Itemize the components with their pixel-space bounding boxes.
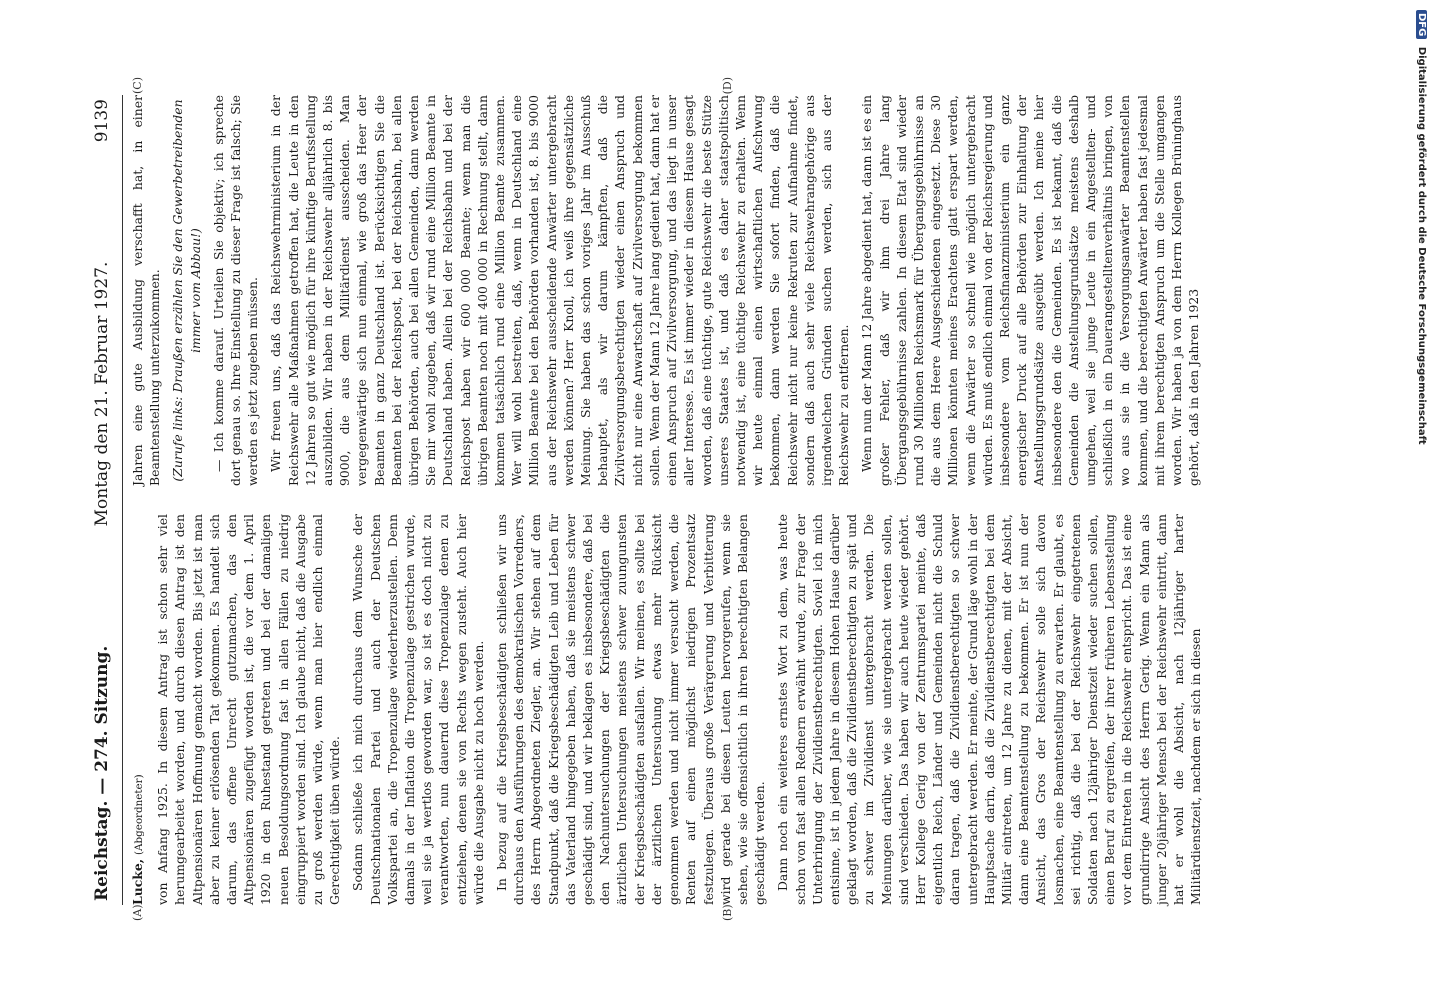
- margin-mark-b: (B): [721, 904, 734, 921]
- speaker-name: Lucke,: [130, 858, 145, 905]
- paragraph: — Ich komme darauf. Urteilen Sie objektiv; ich spreche dort genau so. Ihre Einstellung zu dieser Frage ist falsch; Sie werden es jetzt zugeben müssen.: [210, 95, 261, 486]
- speaker-line: [129, 514, 148, 905]
- paragraph: In bezug auf die Kriegsbeschädigten schließen wir uns durchaus den Ausführungen des demokratischen Vorredners, des Herrn Abgeordneten Ziegler, an. Wir stehen auf dem Standpunkt, daß die Kriegsbeschädigten Leib und Leben für das Vaterland hingegeben haben, daß sie meistens schwer geschädigt sind, und wir beklagen es insbesondere, daß bei den Nachuntersuchungen der Kriegsbeschädigten die ärztlichen Untersuchungen meistens schwer zuungunsten der Kriegsbeschädigten ausfallen. Wir meinen, es sollte bei der ärztlichen Untersuchung etwas mehr Rücksicht genommen werden und nicht immer versucht werden, die Renten auf einen möglichst niedrigen Prozentsatz festzulegen. Überaus große Verärgerung und Verbitterung wird gerade bei diesen Leuten hervorgerufen, wenn sie sehen, wie sie offensichtlich in ihren berechtigten Belangen geschädigt werden.: [494, 514, 768, 905]
- paragraph: von Anfang 1925. In diesem Antrag ist schon sehr viel herumgearbeitet worden, und durch diesen Antrag ist den Altpensionären Hoffnung gemacht worden. Bis jetzt ist man aber zu keiner erlösenden Tat gekommen. Es handelt sich darum, das offene Unrecht gutzumachen, das den Altpensionären zugefügt worden ist, die vor dem 1. April 1920 in den Ruhestand getreten und bei der damaligen neuen Besoldungsordnung fast in allen Fällen zu niedrig eingruppiert worden sind. Ich glaube nicht, daß die Ausgabe zu groß werden würde, wenn man hier endlich einmal Gerechtigkeit üben würde.: [155, 514, 343, 905]
- text-columns: [129, 77, 1309, 921]
- paragraph: Wir freuen uns, daß das Reichswehrministerium in der Reichswehr alle Maßnahmen getroffen hat, die Leute in den 12 Jahren so gut wie möglich für ihre künftige Berufsstellung auszubilden. Wir haben in der Reichswehr alljährlich 8. bis 9000, die aus dem Militärdienst ausscheiden. Man vergegenwärtige sich nun einmal, wie groß das Heer der Beamten in ganz Deutschland ist. Berücksichtigen Sie die Beamten bei der Reichspost, bei der Reichsbahn, bei allen übrigen Behörden, auch bei allen Gemeinden, dann werden Sie mir wohl zugeben, daß wir rund eine Million Beamte in Deutschland haben. Allein bei der Reichsbahn und bei der Reichspost haben wir 600 000 Beamte; wenn man die übrigen Beamten noch mit 400 000 in Rechnung stellt, dann kommen tatsächlich rund eine Million Beamte zusammen. Wer will wohl bestreiten, daß, wenn in Deutschland eine Million Beamte bei den Behörden vorhanden ist, 8. bis 9000 aus der Reichswehr ausscheidende Anwärter untergebracht werden können? Herr Knoll, ich weiß ihre gegensätzliche Meinung. Sie haben das schon voriges Jahr im Ausschuß behauptet, als wir darum kämpften, daß die Zivilversorgungsberechtigten wieder einen Anspruch und nicht nur eine Anwartschaft auf Zivilversorgung bekommen sollen. Wenn der Mann 12 Jahre lang gedient hat, dann hat er einen Anspruch auf Zivilversorgung, und das liegt in unser aller Interesse. Es ist immer wieder in diesem Hause gesagt worden, daß eine tüchtige, gute Reichswehr die beste Stütze unseres Staates ist, und daß es daher staatspolitisch notwendig ist, eine tüchtige Reichswehr zu erhalten. Wenn wir heute einmal einen wirtschaftlichen Aufschwung bekommen, dann werden Sie sofort finden, daß die Reichswehr nicht nur keine Rekruten zur Aufnahme findet, sondern daß auch sehr viele Reichswehrangehörige aus irgendwelchen Gründen suchen werden, sich aus der Reichswehr zu entfernen.: [268, 95, 852, 486]
- page-number: 9139: [92, 99, 112, 143]
- interjection: (Zurufe links: Draußen erzählen Sie den Gewerbetreibenden immer vom Abbau!): [170, 99, 203, 482]
- dfg-logo: DFG: [1416, 10, 1427, 39]
- digitization-text: Digitalisierung gefördert durch die Deutsche Forschungsgemeinschaft: [1416, 46, 1427, 445]
- paragraph: Wenn nun der Mann 12 Jahre abgedient hat, dann ist es ein großer Fehler, daß wir ihm drei Jahre lang Übergangsgebührnisse zahlen. In diesem Etat sind wieder rund 30 Millionen Reichsmark für Übergangsgebührnisse an die aus dem Heere Ausgeschiedenen eingesetzt. Diese 30 Millionen könnten meines Erachtens glatt erspart werden, wenn die Anwärter so schnell wie möglich untergebracht würden. Es muß endlich einmal von der Reichsregierung und insbesondere vom Reichsfinanzministerium ein ganz energischer Druck auf alle Behörden zur Einhaltung der Anstellungsgrundsätze ausgeübt werden. Ich meine hier insbesondere den die Gemeinden. Es ist bekannt, daß die Gemeinden die Anstellungsgrundsätze meistens deshalb umgehen, weil sie junge Leute in ein Angestellten- und schließlich in ein Dauerangestelltenverhältnis bringen, von wo aus sie in die Versorgungsanwärter Beamtenstellen kommen, und die berechtigten Anwärter haben fast jedesmal mit ihrem berechtigten Anspruch um die Stelle umgangen worden. Wir haben ja von dem Herrn Kollegen Brüninghaus gehört, daß in den Jahren 1923: [859, 95, 1202, 486]
- rotated-document-page: [92, 77, 1317, 921]
- margin-mark-d: (D): [721, 77, 734, 95]
- margin-mark-c: (C): [131, 77, 144, 94]
- left-column: [129, 514, 1309, 921]
- paragraph: Dann noch ein weiteres ernstes Wort zu dem, was heute schon von fast allen Rednern erwähnt wurde, zur Frage der Unterbringung der Zivildienstberechtigten. Soviel ich mich entsinne, ist in jedem Jahre in diesem Hohen Hause darüber geklagt worden, daß die Zivildienstberechtigten zu spät und zu schwer im Zivildienst untergebracht werden. Die Meinungen darüber, wie sie untergebracht werden sollen, sind verschieden. Das haben wir auch heute wieder gehört. Herr Kollege Gerig von der Zentrumspartei meinte, daß eigentlich Reich, Länder und Gemeinden nicht die Schuld daran tragen, daß die Zivildienstberechtigten so schwer untergebracht werden. Er meinte, der Grund läge wohl in der Hauptsache darin, daß die Zivildienstberechtigten bei dem Militär eintreten, um 12 Jahre zu dienen, mit der Absicht, dann eine Beamtenstellung zu bekommen. Er ist nun der Ansicht, das Gros der Reichswehr solle sich davon losmachen, eine Beamtenstellung zu erwarten. Er glaubt, es sei richtig, daß die bei der Reichswehr eingetretenen Soldaten nach 12jähriger Dienstzeit wieder suchen sollen, einen Beruf zu ergreifen, der ihrer früheren Lebensstellung vor dem Eintreten in die Reichswehr entspricht. Das ist eine grundirrige Ansicht des Herrn Gerig. Wenn ein Mann als junger 20jähriger Mensch bei der Reichswehr eintritt, dann hat er wohl die Absicht, nach 12jähriger harter Militärdienstzeit, nachdem er sich in diesen: [775, 514, 1204, 905]
- margin-mark-a: (A): [131, 904, 144, 921]
- page-header: [92, 95, 123, 905]
- header-date: Montag den 21. Februar 1927.: [92, 261, 112, 527]
- right-column: [129, 77, 1309, 486]
- digitization-note: [1409, 10, 1427, 990]
- speaker-role: (Abgeordneter): [133, 774, 145, 855]
- header-session: Reichstag. — 274. Sitzung.: [92, 645, 112, 901]
- paragraph: Sodann schließe ich mich durchaus dem Wunsche der Deutschnationalen Partei und auch der Deutschen Volkspartei an, die Tropenzulage wiederherzustellen. Denn damals in der Inflation die Tropenzulage gestrichen wurde, weil sie ja wertlos geworden war, so ist es doch nicht zu verantworten, nun dauernd diese Tropenzulage denen zu entziehen, denen sie von Rechts wegen zusteht. Auch hier würde die Ausgabe nicht zu hoch werden.: [350, 514, 486, 905]
- paragraph: Jahren eine gute Ausbildung verschafft hat, in einer Beamtenstellung unterzukommen.: [130, 95, 163, 486]
